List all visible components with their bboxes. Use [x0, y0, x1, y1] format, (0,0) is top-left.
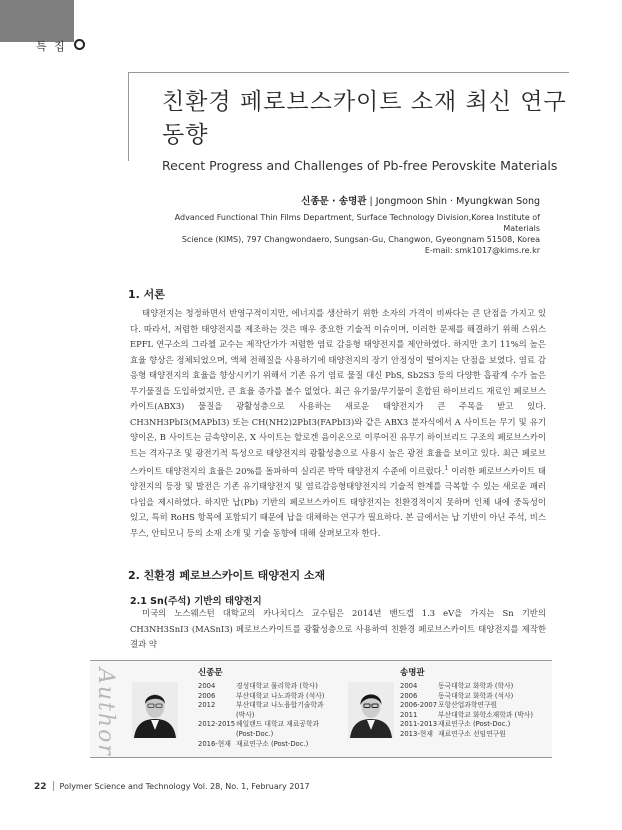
author-name-shin: 신종문 — [198, 668, 223, 678]
author-bio-song — [400, 682, 533, 740]
section-heading-2: 2. 친환경 페로브스카이트 태양전지 소재 — [128, 569, 326, 582]
page-number: 22 — [34, 782, 47, 792]
intro-text-cont: 이러한 페로브스카이트 태양전지의 등장 및 발전은 기존 유기태양전지 및 염료감응형태양전지의 기술적 한계를 극복할 수 있는 새로운 패러다임을 제시하였다. 하지만 납(Pb) 기반의 페로브스카이트 태양전지는 친환경적이지 못하며 인체 내에 중독성이 있고, 특히 RoHS 항목에 포함되기 때문에 납을 대체하는 연구가 필요하다. 본 글에서는 납 기반이 아닌 주석, 비스무스, 안티모니 등의 소재 소개 및 기술 동향에 대해 살펴보고자 한다. — [130, 465, 547, 538]
page-footer — [34, 781, 310, 792]
bio-row: 2006-2007 포항산업과학연구원 — [400, 701, 498, 710]
affiliation-line: Advanced Functional Thin Films Department, Surface Technology Division,Korea Institute of Materials — [174, 213, 540, 233]
subsection-heading-2-1: 2.1 Sn(주석) 기반의 태양전지 — [130, 596, 262, 607]
bio-row: 2012-2015 헤일랜드 대학교 재료공학과 — [198, 720, 320, 729]
bio-row: 2006 부산대학교 나노과학과 (석사) — [198, 691, 325, 700]
bio-row: (박사) — [236, 710, 255, 719]
section-tag — [36, 38, 85, 54]
bio-row: 2004 경성대학교 물리학과 (학사) — [198, 682, 318, 690]
author-name-song: 송명관 — [400, 668, 425, 678]
bio-row: 2011 부산대학교 화학소재학과 (박사) — [400, 710, 533, 719]
intro-paragraph — [130, 306, 546, 541]
corner-tab — [0, 0, 74, 42]
bio-row: 2013-현재 재료연구소 선임연구원 — [400, 729, 506, 738]
bio-row: (Post-Doc.) — [236, 729, 274, 738]
ring-icon — [74, 39, 85, 50]
author-label: Author — [93, 668, 118, 757]
email-line: E-mail: smk1017@kims.re.kr — [424, 246, 540, 255]
journal-citation: Polymer Science and Technology Vol. 28, No. 1, February 2017 — [59, 782, 310, 791]
authors-english: Jongmoon Shin · Myungkwan Song — [375, 196, 540, 207]
section-heading-intro: 1. 서론 — [128, 288, 165, 301]
reference-marker: 1 — [444, 465, 449, 472]
title-korean: 친환경 페로브스카이트 소재 최신 연구동향 — [162, 89, 567, 148]
affiliation — [170, 212, 540, 256]
section-2-1-paragraph: 미국의 노스웨스턴 대학교의 카나치디스 교수팀은 2014년 밴드갭 1.3 eV을 가지는 Sn 기반의 CH3NH3SnI3 (MASnI3) 페로브스카이트를 광활성층으로 사용하여 친환경 페로브스카이트 태양전지를 제작한 결과 약 — [130, 608, 546, 649]
authors-separator: | — [369, 196, 373, 207]
title-english: Recent Progress and Challenges of Pb-free Perovskite Materials — [162, 158, 558, 173]
author-bio-shin — [198, 682, 324, 749]
author-photo-song — [348, 682, 394, 738]
bio-row: 2004 동국대학교 화학과 (학사) — [400, 682, 514, 690]
intro-text: 태양전지는 청정하면서 반영구적이지만, 에너지를 생산하기 위한 소자의 가격이 비싸다는 큰 단점을 가지고 있다. 따라서, 저렴한 태양전지를 제조하는 것은 매우 중요한 기술적 이슈이며, 이러한 문제를 해결하기 위해 스위스 EPFL 연구소의 그라첼 교수는 제작단가가 저렴한 염료 감응형 태양전지를 제안하였다. 하지만 초기 11%의 높은 효율 향상은 정체되었으며, 액체 전해질을 사용하기에 태양전지의 장기 안정성이 떨어지는 단점을 보였다. 염료 감응형 태양전지의 효율을 향상시키기 위해서 기존 유기 염료 물질 대신 PbS, Sb2S3 등의 다양한 흡광계 수가 높은 무기물질을 도입하였지만, 큰 효율 증가를 볼수 없었다. 최근 유기물/무기물이 혼합된 하이브리드 재료인 페로브스카이트(ABX3) 물질을 광활성층으로 사용하는 새로운 태양전지가 큰 주목을 받고 있다. CH3NH3PbI3(MAPbI3) 또는 CH(NH2)2PbI3(FAPbI3)와 같은 ABX3 분자식에서 A 사이트는 무기 및 유기 양이온, B 사이트는 금속양이온, X 사이트는 할로겐 음이온으로 이루어진 유무기 하이브리드 구조의 페로브스카이트는 격자구조 및 광전기적 특성으로 태양전지의 광활성층으로 사용시 높은 광전 효율을 보이고 있다. 최근 페로브스카이트 태양전지의 효율은 20%를 돌파하여 실리콘 박막 태양전지 수준에 이르렀다. — [130, 308, 546, 476]
bio-row: 2016-현재 재료연구소 (Post-Doc.) — [198, 739, 309, 748]
authors-korean: 신종문 · 송명관 — [301, 196, 367, 207]
bio-row: 2006 동국대학교 화학과 (석사) — [400, 691, 514, 700]
section-tag-label: 특 집 — [36, 40, 67, 53]
author-photo-shin — [132, 682, 178, 738]
bio-row: 2012 부산대학교 나노융합기술학과 — [198, 701, 324, 710]
footer-divider — [53, 781, 54, 791]
author-line — [301, 193, 540, 207]
bio-row: 2011-2013 재료연구소 (Post-Doc.) — [400, 720, 511, 729]
affiliation-line: Science (KIMS), 797 Changwondaero, Sungsan-Gu, Changwon, Gyeongnam 51508, Korea — [181, 235, 540, 244]
